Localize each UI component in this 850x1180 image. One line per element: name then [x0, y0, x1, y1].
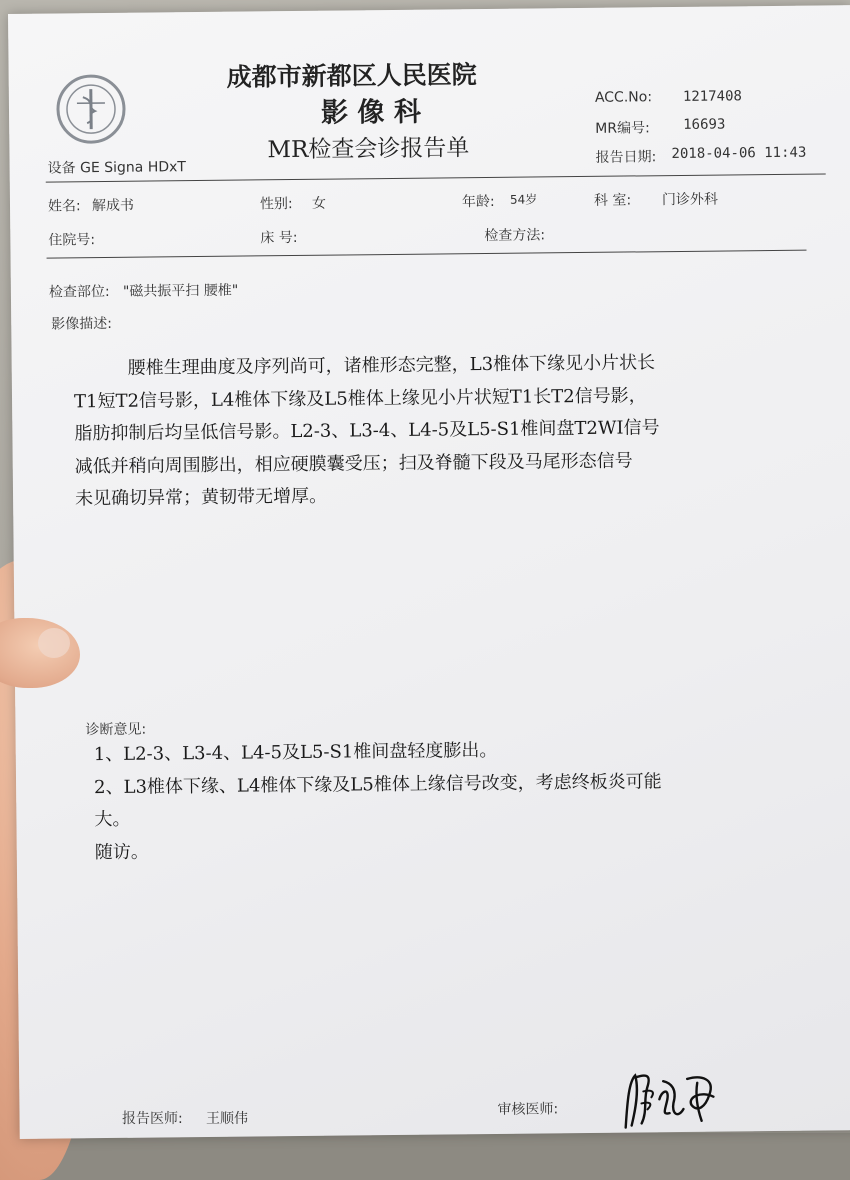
hospital-name: 成都市新都区人民医院 — [226, 55, 476, 94]
exam-part-value: "磁共振平扫 腰椎" — [123, 280, 239, 301]
inpatient-label: 住院号: — [48, 229, 95, 249]
reporter-value: 王顺伟 — [206, 1108, 248, 1128]
age-label: 年龄: — [462, 191, 495, 211]
reviewer-signature — [617, 1069, 730, 1132]
form-title: MR检查会诊报告单 — [267, 129, 469, 164]
mr-value: 16693 — [683, 116, 725, 132]
diagnosis-label: 诊断意见: — [85, 719, 146, 740]
diagnosis-line: 大。 — [94, 796, 834, 836]
gender-value: 女 — [312, 193, 326, 213]
diagnosis-line: 2、L3椎体下缘、L4椎体下缘及L5椎体上缘信号改变，考虑终板炎可能 — [94, 764, 834, 804]
bed-label: 床 号: — [260, 227, 297, 247]
diagnosis-line: 1、L2-3、L3-4、L4-5及L5-S1椎间盘轻度膨出。 — [94, 731, 834, 771]
description-line: 未见确切异常；黄韧带无增厚。 — [75, 475, 835, 515]
diagnosis-line: 随访。 — [95, 829, 835, 869]
name-value: 解成书 — [92, 195, 134, 215]
thumbnail-nail — [38, 628, 70, 658]
patient-divider — [47, 250, 807, 259]
department-name: 影 像 科 — [321, 90, 421, 130]
dept-value: 门诊外科 — [662, 189, 718, 210]
report-paper — [8, 5, 850, 1139]
description-line: 减低并稍向周围膨出，相应硬膜囊受压；扫及脊髓下段及马尾形态信号 — [75, 443, 835, 483]
date-label: 报告日期: — [595, 146, 656, 167]
exam-part-label: 检查部位: — [49, 281, 110, 302]
description-line: T1短T2信号影，L4椎体下缘及L5椎体上缘见小片状短T1长T2信号影， — [74, 378, 834, 418]
hospital-seal-icon — [55, 73, 128, 146]
acc-value: 1217408 — [683, 88, 742, 105]
description-label: 影像描述: — [51, 313, 112, 334]
acc-label: ACC.No: — [595, 89, 652, 106]
dept-label: 科 室: — [594, 189, 631, 209]
gender-label: 性别: — [260, 193, 293, 213]
diagnosis-text — [94, 731, 835, 869]
date-value: 2018-04-06 11:43 — [671, 145, 806, 162]
description-text — [74, 345, 836, 515]
age-value: 54岁 — [510, 190, 537, 207]
name-label: 姓名: — [48, 195, 81, 215]
reviewer-label: 审核医师: — [497, 1098, 558, 1119]
method-label: 检查方法: — [484, 224, 545, 245]
device-info: 设备 GE Signa HDxT — [48, 156, 187, 177]
mr-label: MR编号: — [595, 117, 650, 138]
description-line: 脂肪抑制后均呈低信号影。L2-3、L3-4、L4-5及L5-S1椎间盘T2WI信号 — [74, 410, 834, 450]
reporter-label: 报告医师: — [122, 1108, 183, 1128]
description-line: 腰椎生理曲度及序列尚可，诸椎形态完整，L3椎体下缘见小片状长 — [74, 345, 834, 385]
